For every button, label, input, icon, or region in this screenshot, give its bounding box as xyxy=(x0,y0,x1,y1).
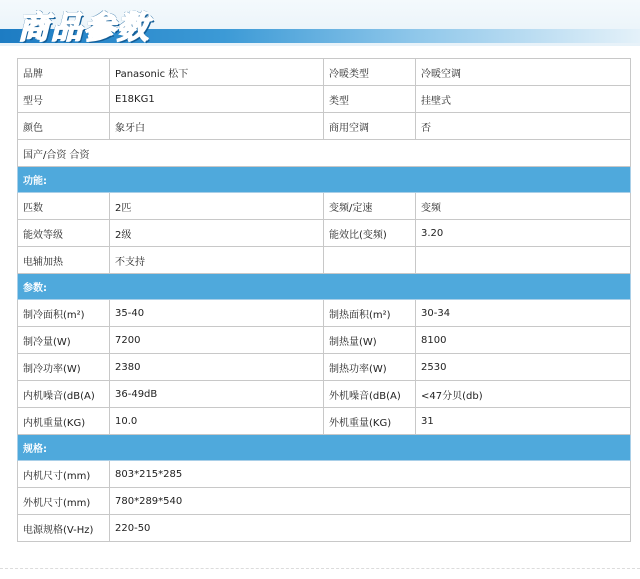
spec-label: 能效比(变频) xyxy=(324,220,416,247)
spec-value: 不支持 xyxy=(110,247,324,274)
spec-label: 外机重量(KG) xyxy=(324,408,416,435)
spec-value: 2级 xyxy=(110,220,324,247)
page-title: 商品参数 xyxy=(18,10,150,46)
spec-label: 外机尺寸(mm) xyxy=(18,488,110,515)
spec-label: 制热面积(m²) xyxy=(324,300,416,327)
spec-value: 780*289*540 xyxy=(110,488,631,515)
spec-label: 变频/定速 xyxy=(324,193,416,220)
footer-divider xyxy=(0,568,640,569)
spec-value: 10.0 xyxy=(110,408,324,435)
spec-label: 制冷面积(m²) xyxy=(18,300,110,327)
section-title: 规格: xyxy=(18,435,631,461)
section-header-spec xyxy=(18,435,631,461)
spec-label: 电辅加热 xyxy=(18,247,110,274)
section-title: 功能: xyxy=(18,167,631,193)
spec-value: 2380 xyxy=(110,354,324,381)
spec-value: E18KG1 xyxy=(110,86,324,113)
section-title: 参数: xyxy=(18,274,631,300)
spec-label: 制热量(W) xyxy=(324,327,416,354)
spec-value: 803*215*285 xyxy=(110,461,631,488)
table-row xyxy=(18,59,631,86)
spec-label: 商用空调 xyxy=(324,113,416,140)
spec-value: 2530 xyxy=(416,354,631,381)
spec-value: 否 xyxy=(416,113,631,140)
spec-value: 220-50 xyxy=(110,515,631,542)
header-banner xyxy=(0,0,640,46)
spec-label: 外机噪音(dB(A) xyxy=(324,381,416,408)
spec-value: 挂壁式 xyxy=(416,86,631,113)
table-row xyxy=(18,327,631,354)
table-row xyxy=(18,408,631,435)
table-row xyxy=(18,193,631,220)
table-row xyxy=(18,113,631,140)
spec-value: 36-49dB xyxy=(110,381,324,408)
table-row xyxy=(18,300,631,327)
spec-label: 品牌 xyxy=(18,59,110,86)
empty-cell xyxy=(416,247,631,274)
spec-label: 颜色 xyxy=(18,113,110,140)
table-row xyxy=(18,515,631,542)
table-row xyxy=(18,247,631,274)
spec-label: 制冷量(W) xyxy=(18,327,110,354)
spec-value: 35-40 xyxy=(110,300,324,327)
spec-value: 7200 xyxy=(110,327,324,354)
spec-table xyxy=(17,58,631,542)
table-row xyxy=(18,140,631,167)
spec-value: 8100 xyxy=(416,327,631,354)
spec-label: 内机尺寸(mm) xyxy=(18,461,110,488)
section-header-function xyxy=(18,167,631,193)
spec-label: 制热功率(W) xyxy=(324,354,416,381)
spec-label: 内机重量(KG) xyxy=(18,408,110,435)
table-row xyxy=(18,381,631,408)
spec-value: 国产/合资 合资 xyxy=(18,140,631,167)
table-row xyxy=(18,461,631,488)
table-row xyxy=(18,488,631,515)
spec-value: 3.20 xyxy=(416,220,631,247)
spec-value: 30-34 xyxy=(416,300,631,327)
spec-value: 变频 xyxy=(416,193,631,220)
spec-label: 型号 xyxy=(18,86,110,113)
spec-value: Panasonic 松下 xyxy=(110,59,324,86)
table-row xyxy=(18,86,631,113)
spec-value: 象牙白 xyxy=(110,113,324,140)
spec-label: 匹数 xyxy=(18,193,110,220)
spec-label: 制冷功率(W) xyxy=(18,354,110,381)
spec-value: 31 xyxy=(416,408,631,435)
spec-value: <47分贝(db) xyxy=(416,381,631,408)
spec-label: 能效等级 xyxy=(18,220,110,247)
section-header-params xyxy=(18,274,631,300)
table-row xyxy=(18,354,631,381)
table-row xyxy=(18,220,631,247)
spec-label: 冷暖类型 xyxy=(324,59,416,86)
spec-value: 冷暖空调 xyxy=(416,59,631,86)
empty-cell xyxy=(324,247,416,274)
spec-label: 电源规格(V-Hz) xyxy=(18,515,110,542)
spec-label: 类型 xyxy=(324,86,416,113)
spec-value: 2匹 xyxy=(110,193,324,220)
spec-label: 内机噪音(dB(A) xyxy=(18,381,110,408)
